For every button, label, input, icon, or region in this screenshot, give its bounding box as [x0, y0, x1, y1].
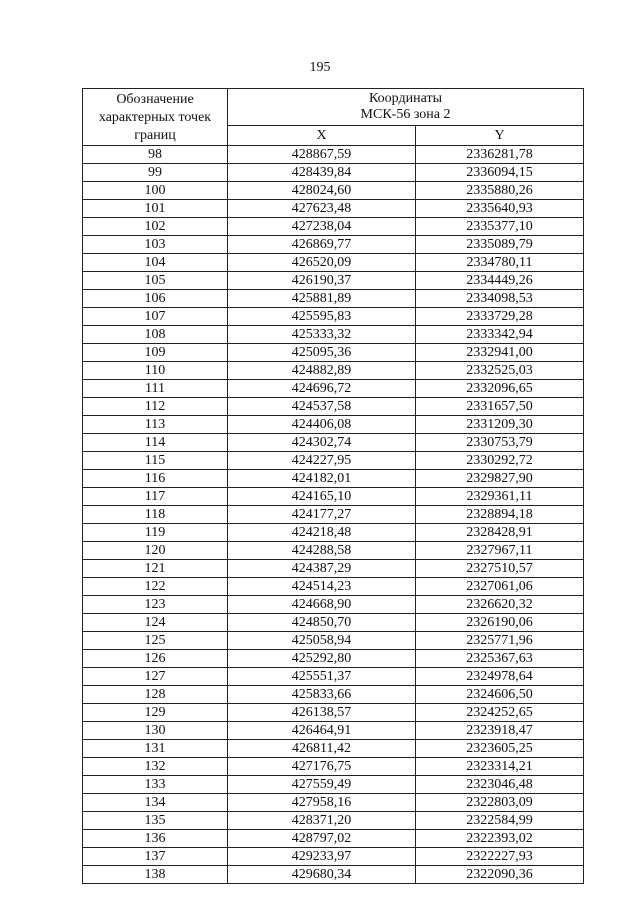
point-cell: 103	[83, 236, 228, 254]
y-coordinate-cell: 2327967,11	[416, 542, 584, 560]
x-coordinate-cell: 425292,80	[228, 650, 416, 668]
table-row	[83, 362, 584, 380]
table-row	[83, 146, 584, 164]
coordinates-header	[228, 89, 584, 126]
point-cell: 104	[83, 254, 228, 272]
x-coordinate-cell: 424882,89	[228, 362, 416, 380]
y-coordinate-cell: 2336094,15	[416, 164, 584, 182]
point-cell: 125	[83, 632, 228, 650]
x-coordinate-cell: 424514,23	[228, 578, 416, 596]
x-coordinate-cell: 427176,75	[228, 758, 416, 776]
x-coordinate-cell: 428439,84	[228, 164, 416, 182]
x-coordinate-cell: 426190,37	[228, 272, 416, 290]
x-coordinate-cell: 425333,32	[228, 326, 416, 344]
table-row	[83, 578, 584, 596]
x-coordinate-cell: 426869,77	[228, 236, 416, 254]
coordinates-header-line1: Координаты	[369, 90, 442, 106]
table-row	[83, 650, 584, 668]
table-row	[83, 164, 584, 182]
x-coordinate-cell: 429233,97	[228, 848, 416, 866]
x-coordinate-cell: 424387,29	[228, 560, 416, 578]
point-cell: 129	[83, 704, 228, 722]
y-coordinate-cell: 2322803,09	[416, 794, 584, 812]
y-coordinate-cell: 2324978,64	[416, 668, 584, 686]
y-coordinate-cell: 2330292,72	[416, 452, 584, 470]
point-cell: 121	[83, 560, 228, 578]
y-coordinate-cell: 2328894,18	[416, 506, 584, 524]
point-cell: 138	[83, 866, 228, 884]
x-coordinate-cell: 428371,20	[228, 812, 416, 830]
table-row	[83, 866, 584, 884]
x-coordinate-cell: 426520,09	[228, 254, 416, 272]
y-coordinate-cell: 2326190,06	[416, 614, 584, 632]
table-row	[83, 542, 584, 560]
x-coordinate-cell: 424218,48	[228, 524, 416, 542]
table-row	[83, 488, 584, 506]
y-coordinate-cell: 2329827,90	[416, 470, 584, 488]
table-row	[83, 470, 584, 488]
x-coordinate-cell: 425595,83	[228, 308, 416, 326]
table-row	[83, 812, 584, 830]
point-cell: 124	[83, 614, 228, 632]
table-row	[83, 794, 584, 812]
x-coordinate-cell: 424696,72	[228, 380, 416, 398]
y-coordinate-cell: 2327510,57	[416, 560, 584, 578]
y-coordinate-cell: 2322227,93	[416, 848, 584, 866]
x-coordinate-cell: 426811,42	[228, 740, 416, 758]
y-coordinate-cell: 2323918,47	[416, 722, 584, 740]
table-row	[83, 704, 584, 722]
y-coordinate-cell: 2328428,91	[416, 524, 584, 542]
x-coordinate-cell: 425095,36	[228, 344, 416, 362]
y-coordinate-cell: 2333729,28	[416, 308, 584, 326]
table-row	[83, 308, 584, 326]
point-cell: 113	[83, 416, 228, 434]
point-cell: 136	[83, 830, 228, 848]
x-coordinate-cell: 429680,34	[228, 866, 416, 884]
x-coordinate-cell: 427238,04	[228, 218, 416, 236]
y-coordinate-cell: 2331657,50	[416, 398, 584, 416]
table-row	[83, 290, 584, 308]
y-coordinate-cell: 2323314,21	[416, 758, 584, 776]
y-coordinate-cell: 2334780,11	[416, 254, 584, 272]
table-row	[83, 560, 584, 578]
x-coordinate-cell: 428797,02	[228, 830, 416, 848]
point-cell: 117	[83, 488, 228, 506]
table-row	[83, 758, 584, 776]
table-row	[83, 200, 584, 218]
y-coordinate-cell: 2323046,48	[416, 776, 584, 794]
table-row	[83, 182, 584, 200]
x-coordinate-cell: 428024,60	[228, 182, 416, 200]
table-row	[83, 614, 584, 632]
point-cell: 109	[83, 344, 228, 362]
point-cell: 135	[83, 812, 228, 830]
x-coordinate-cell: 424177,27	[228, 506, 416, 524]
y-coordinate-cell: 2324252,65	[416, 704, 584, 722]
y-coordinate-cell: 2335089,79	[416, 236, 584, 254]
point-cell: 126	[83, 650, 228, 668]
point-cell: 112	[83, 398, 228, 416]
y-coordinate-cell: 2334098,53	[416, 290, 584, 308]
y-coordinate-cell: 2326620,32	[416, 596, 584, 614]
y-coordinate-cell: 2332096,65	[416, 380, 584, 398]
x-coordinate-cell: 427559,49	[228, 776, 416, 794]
table-row	[83, 632, 584, 650]
y-coordinate-cell: 2324606,50	[416, 686, 584, 704]
x-column-header: X	[228, 125, 416, 145]
y-coordinate-cell: 2329361,11	[416, 488, 584, 506]
coordinates-table	[82, 88, 584, 884]
x-coordinate-cell: 424288,58	[228, 542, 416, 560]
table-row	[83, 272, 584, 290]
x-coordinate-cell: 424302,74	[228, 434, 416, 452]
y-coordinate-cell: 2332941,00	[416, 344, 584, 362]
y-coordinate-cell: 2327061,06	[416, 578, 584, 596]
table-row	[83, 326, 584, 344]
table-row	[83, 254, 584, 272]
designation-header: Обозначение характерных точек границ	[83, 89, 228, 146]
y-coordinate-cell: 2325771,96	[416, 632, 584, 650]
point-cell: 110	[83, 362, 228, 380]
y-coordinate-cell: 2323605,25	[416, 740, 584, 758]
y-coordinate-cell: 2322090,36	[416, 866, 584, 884]
table-body	[83, 146, 584, 884]
table-row	[83, 524, 584, 542]
x-coordinate-cell: 427623,48	[228, 200, 416, 218]
point-cell: 122	[83, 578, 228, 596]
table-row	[83, 434, 584, 452]
table-row	[83, 668, 584, 686]
table-row	[83, 722, 584, 740]
x-coordinate-cell: 424182,01	[228, 470, 416, 488]
point-cell: 127	[83, 668, 228, 686]
x-coordinate-cell: 424668,90	[228, 596, 416, 614]
x-coordinate-cell: 425833,66	[228, 686, 416, 704]
x-coordinate-cell: 424537,58	[228, 398, 416, 416]
y-coordinate-cell: 2335880,26	[416, 182, 584, 200]
point-cell: 134	[83, 794, 228, 812]
coordinates-header-line2: МСК-56 зона 2	[360, 106, 451, 122]
point-cell: 99	[83, 164, 228, 182]
y-column-header: Y	[416, 125, 584, 145]
y-coordinate-cell: 2333342,94	[416, 326, 584, 344]
table-header	[83, 89, 584, 146]
point-cell: 111	[83, 380, 228, 398]
x-coordinate-cell: 425551,37	[228, 668, 416, 686]
table-row	[83, 218, 584, 236]
x-coordinate-cell: 428867,59	[228, 146, 416, 164]
x-coordinate-cell: 425881,89	[228, 290, 416, 308]
y-coordinate-cell: 2332525,03	[416, 362, 584, 380]
point-cell: 108	[83, 326, 228, 344]
table-row	[83, 686, 584, 704]
point-cell: 137	[83, 848, 228, 866]
y-coordinate-cell: 2322584,99	[416, 812, 584, 830]
y-coordinate-cell: 2334449,26	[416, 272, 584, 290]
point-cell: 105	[83, 272, 228, 290]
point-cell: 101	[83, 200, 228, 218]
x-coordinate-cell: 426138,57	[228, 704, 416, 722]
table-row	[83, 776, 584, 794]
point-cell: 130	[83, 722, 228, 740]
point-cell: 118	[83, 506, 228, 524]
point-cell: 102	[83, 218, 228, 236]
table-row	[83, 344, 584, 362]
point-cell: 115	[83, 452, 228, 470]
point-cell: 128	[83, 686, 228, 704]
point-cell: 116	[83, 470, 228, 488]
point-cell: 131	[83, 740, 228, 758]
point-cell: 120	[83, 542, 228, 560]
y-coordinate-cell: 2336281,78	[416, 146, 584, 164]
y-coordinate-cell: 2335640,93	[416, 200, 584, 218]
x-coordinate-cell: 424165,10	[228, 488, 416, 506]
x-coordinate-cell: 425058,94	[228, 632, 416, 650]
x-coordinate-cell: 424227,95	[228, 452, 416, 470]
page-number: 195	[309, 60, 331, 75]
x-coordinate-cell: 424406,08	[228, 416, 416, 434]
x-coordinate-cell: 426464,91	[228, 722, 416, 740]
point-cell: 123	[83, 596, 228, 614]
point-cell: 98	[83, 146, 228, 164]
point-cell: 133	[83, 776, 228, 794]
table-row	[83, 236, 584, 254]
point-cell: 107	[83, 308, 228, 326]
table-row	[83, 506, 584, 524]
y-coordinate-cell: 2322393,02	[416, 830, 584, 848]
table-row	[83, 416, 584, 434]
point-cell: 100	[83, 182, 228, 200]
x-coordinate-cell: 424850,70	[228, 614, 416, 632]
y-coordinate-cell: 2331209,30	[416, 416, 584, 434]
x-coordinate-cell: 427958,16	[228, 794, 416, 812]
point-cell: 119	[83, 524, 228, 542]
table-row	[83, 740, 584, 758]
y-coordinate-cell: 2330753,79	[416, 434, 584, 452]
table-row	[83, 848, 584, 866]
point-cell: 106	[83, 290, 228, 308]
table-row	[83, 380, 584, 398]
point-cell: 114	[83, 434, 228, 452]
table-row	[83, 452, 584, 470]
y-coordinate-cell: 2325367,63	[416, 650, 584, 668]
point-cell: 132	[83, 758, 228, 776]
table-row	[83, 398, 584, 416]
table-row	[83, 596, 584, 614]
table-row	[83, 830, 584, 848]
y-coordinate-cell: 2335377,10	[416, 218, 584, 236]
